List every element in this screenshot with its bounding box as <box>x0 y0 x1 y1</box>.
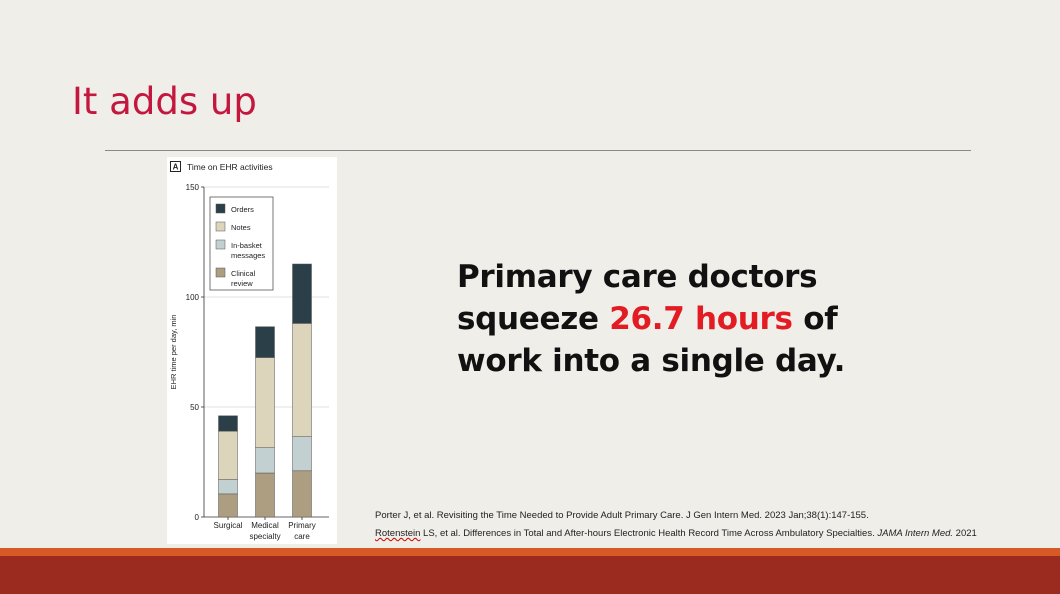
headline-text-start: Primary care doctors squeeze <box>457 259 818 337</box>
y-tick-label: 50 <box>190 403 199 412</box>
bar-segment <box>293 471 312 517</box>
x-tick-label: care <box>294 532 310 541</box>
y-axis-label: EHR time per day, min <box>169 314 178 390</box>
legend-label: Orders <box>231 205 254 214</box>
legend-swatch <box>216 240 225 249</box>
bar-segment <box>219 494 238 517</box>
citation-author: Rotenstein <box>375 528 421 539</box>
legend-swatch <box>216 204 225 213</box>
bar-segment <box>219 431 238 479</box>
legend-label: messages <box>231 251 266 260</box>
legend-label: Notes <box>231 223 251 232</box>
x-tick-label: Surgical <box>213 521 243 530</box>
bar-segment <box>219 480 238 494</box>
y-tick-label: 0 <box>194 513 199 522</box>
citation-rotenstein <box>375 528 977 539</box>
legend-swatch <box>216 268 225 277</box>
chart-title: Time on EHR activities <box>187 162 273 172</box>
legend-label: review <box>231 279 253 288</box>
footer-accent-stripe <box>0 548 1060 556</box>
y-tick-label: 150 <box>185 183 199 192</box>
legend-swatch <box>216 222 225 231</box>
citation-year: 2021 <box>953 528 977 539</box>
headline-text-end: of work into a single day. <box>457 301 846 379</box>
title-divider <box>105 150 971 151</box>
legend-label: Clinical <box>231 269 256 278</box>
bar-segment <box>293 437 312 471</box>
headline <box>457 256 857 382</box>
bar-segment <box>256 358 275 448</box>
y-tick-label: 100 <box>185 293 199 302</box>
bar-segment <box>293 264 312 323</box>
legend-label: In-basket <box>231 241 262 250</box>
citation-porter: Porter J, et al. Revisiting the Time Needed to Provide Adult Primary Care. J Gen Intern Med. 2023 Jan;38(1):147-155. <box>375 510 869 521</box>
bar-segment <box>256 473 275 517</box>
chart-panel <box>167 157 337 544</box>
bar-segment <box>256 327 275 358</box>
panel-letter: A <box>172 162 179 172</box>
citation-body: LS, et al. Differences in Total and After-hours Electronic Health Record Time Across Ambulatory Specialties. <box>420 528 878 539</box>
bar-segment <box>256 448 275 473</box>
x-tick-label: Primary <box>288 521 316 530</box>
bar-segment <box>219 416 238 431</box>
footer-band <box>0 556 1060 594</box>
x-tick-label: Medical <box>251 521 279 530</box>
bar-segment <box>293 323 312 436</box>
slide-title: It adds up <box>72 80 257 123</box>
x-tick-label: specialty <box>249 532 281 541</box>
stacked-bar-chart <box>167 157 337 544</box>
headline-hours-highlight: 26.7 hours <box>609 301 793 337</box>
citation-journal: JAMA Intern Med. <box>877 528 954 539</box>
